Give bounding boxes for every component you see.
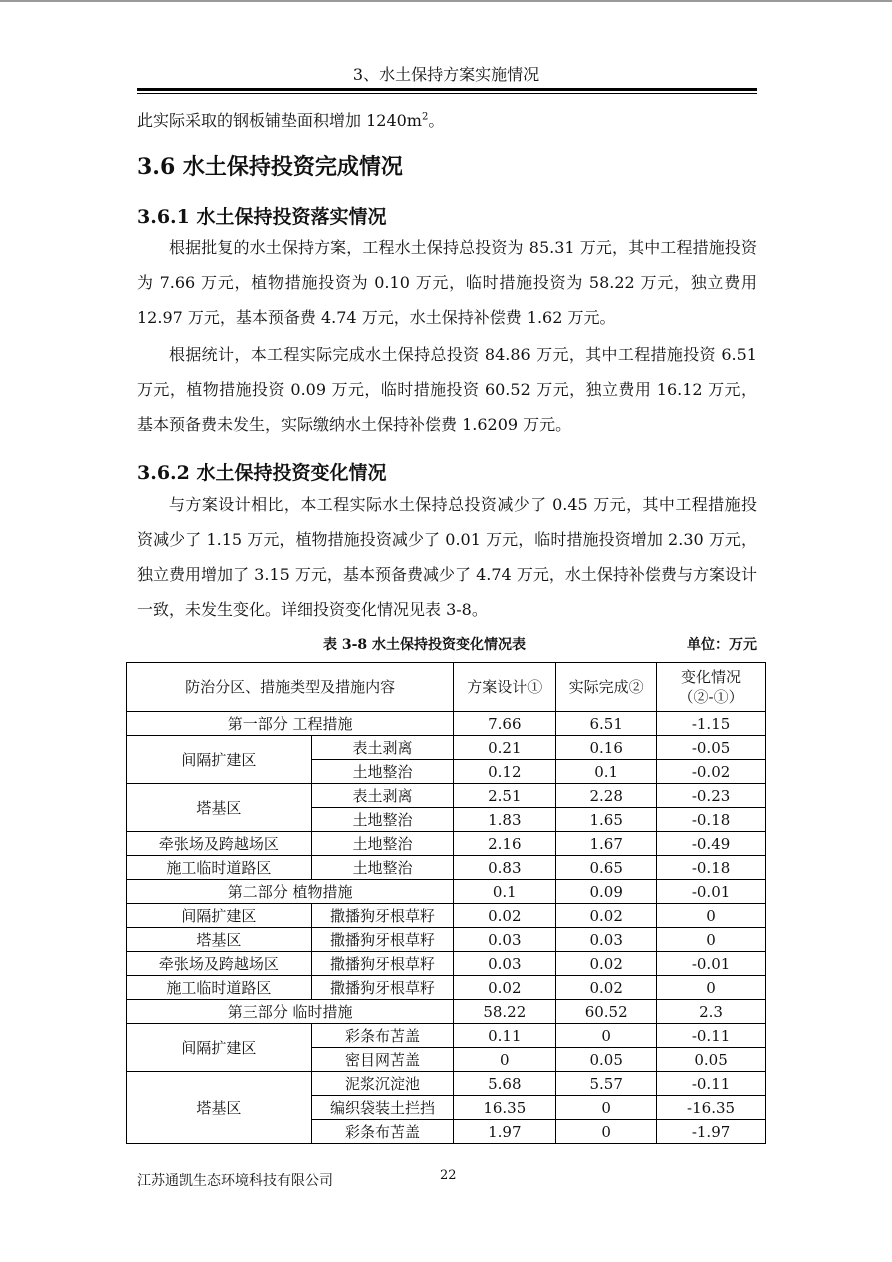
part-label: 第三部分 临时措施 bbox=[127, 1000, 454, 1024]
measure-cell: 土地整治 bbox=[311, 832, 454, 856]
table-row bbox=[127, 784, 766, 808]
intro-suffix: 。 bbox=[428, 111, 445, 130]
plan-cell: 0.11 bbox=[454, 1024, 556, 1048]
running-header: 3、水土保持方案实施情况 bbox=[352, 65, 540, 84]
paragraph-approved-investment: 根据批复的水土保持方案，工程水土保持总投资为 85.31 万元，其中工程措施投资为 7.66 万元，植物措施投资为 0.10 万元，临时措施投资为 58.22 万元，独立费用 12.97 万元，基本预备费 4.74 万元，水土保持补偿费 1.62 万元。 bbox=[137, 238, 757, 327]
plan-cell: 16.35 bbox=[454, 1096, 556, 1120]
header-cell-plan: 方案设计① bbox=[454, 663, 556, 712]
table-row bbox=[127, 976, 766, 1000]
intro-superscript: 2 bbox=[421, 111, 429, 123]
zone-cell: 施工临时道路区 bbox=[127, 976, 312, 1000]
measure-cell: 土地整治 bbox=[311, 856, 454, 880]
change-cell: 0.05 bbox=[657, 1048, 766, 1072]
change-cell: -0.23 bbox=[657, 784, 766, 808]
header-change-line1: 变化情况 bbox=[681, 668, 742, 686]
actual-cell: 0.02 bbox=[556, 904, 657, 928]
header-cell-change bbox=[657, 663, 766, 712]
actual-cell: 0.1 bbox=[556, 760, 657, 784]
measure-cell: 表土剥离 bbox=[311, 736, 454, 760]
actual-cell: 5.57 bbox=[556, 1072, 657, 1096]
top-border-line bbox=[0, 0, 892, 2]
change-cell: -0.05 bbox=[657, 736, 766, 760]
intro-line bbox=[137, 108, 444, 131]
plan-cell: 1.97 bbox=[454, 1120, 556, 1144]
change-cell: 0 bbox=[657, 928, 766, 952]
header-cell-actual: 实际完成② bbox=[556, 663, 657, 712]
investment-change-table bbox=[126, 662, 766, 1144]
plan-cell: 0.02 bbox=[454, 976, 556, 1000]
intro-text: 此实际采取的钢板铺垫面积增加 1240m bbox=[137, 111, 422, 130]
actual-cell: 0.05 bbox=[556, 1048, 657, 1072]
plan-cell: 0.1 bbox=[454, 880, 556, 904]
zone-cell: 塔基区 bbox=[127, 784, 312, 832]
table-row bbox=[127, 904, 766, 928]
plan-cell: 0 bbox=[454, 1048, 556, 1072]
actual-cell: 1.67 bbox=[556, 832, 657, 856]
actual-cell: 0.09 bbox=[556, 880, 657, 904]
measure-cell: 撒播狗牙根草籽 bbox=[311, 904, 454, 928]
subsection-heading-3-6-1: 3.6.1 水土保持投资落实情况 bbox=[137, 206, 387, 228]
measure-cell: 密目网苫盖 bbox=[311, 1048, 454, 1072]
measure-cell: 撒播狗牙根草籽 bbox=[311, 952, 454, 976]
table-unit: 单位：万元 bbox=[687, 637, 757, 653]
change-cell: 0 bbox=[657, 904, 766, 928]
plan-cell: 2.51 bbox=[454, 784, 556, 808]
measure-cell: 土地整治 bbox=[311, 760, 454, 784]
zone-cell: 间隔扩建区 bbox=[127, 904, 312, 928]
measure-cell: 土地整治 bbox=[311, 808, 454, 832]
actual-cell: 2.28 bbox=[556, 784, 657, 808]
plan-cell: 0.83 bbox=[454, 856, 556, 880]
section-heading: 3.6 水土保持投资完成情况 bbox=[137, 154, 403, 180]
actual-cell: 1.65 bbox=[556, 808, 657, 832]
plan-cell: 1.83 bbox=[454, 808, 556, 832]
header-rule-thick bbox=[137, 88, 757, 91]
measure-cell: 泥浆沉淀池 bbox=[311, 1072, 454, 1096]
actual-cell: 0.02 bbox=[556, 952, 657, 976]
plan-cell: 0.12 bbox=[454, 760, 556, 784]
plan-cell: 58.22 bbox=[454, 1000, 556, 1024]
actual-cell: 0.02 bbox=[556, 976, 657, 1000]
paragraph-actual-investment: 根据统计，本工程实际完成水土保持总投资 84.86 万元，其中工程措施投资 6.51 万元，植物措施投资 0.09 万元，临时措施投资 60.52 万元，独立费用 16.12 万元，基本预备费未发生，实际缴纳水土保持补偿费 1.6209 万元。 bbox=[137, 345, 757, 434]
change-cell: -0.01 bbox=[657, 880, 766, 904]
table-caption: 表 3-8 水土保持投资变化情况表 bbox=[323, 637, 527, 653]
measure-cell: 编织袋装土拦挡 bbox=[311, 1096, 454, 1120]
measure-cell: 彩条布苫盖 bbox=[311, 1120, 454, 1144]
actual-cell: 0.65 bbox=[556, 856, 657, 880]
part-total-row bbox=[127, 712, 766, 736]
table-row bbox=[127, 856, 766, 880]
zone-cell: 间隔扩建区 bbox=[127, 736, 312, 784]
page-number: 22 bbox=[440, 1168, 457, 1183]
part-total-row bbox=[127, 1000, 766, 1024]
change-cell: -0.18 bbox=[657, 808, 766, 832]
part-label: 第一部分 工程措施 bbox=[127, 712, 454, 736]
paragraph-investment-change: 与方案设计相比，本工程实际水土保持总投资减少了 0.45 万元，其中工程措施投资减少了 1.15 万元，植物措施投资减少了 0.01 万元，临时措施投资增加 2.30 万元，独立费用增加了 3.15 万元，基本预备费减少了 4.74 万元，水土保持补偿费与方案设计一致，未发生变化。详细投资变化情况见表 3-8。 bbox=[137, 495, 757, 619]
table-row bbox=[127, 1072, 766, 1096]
change-cell: -0.11 bbox=[657, 1072, 766, 1096]
zone-cell: 施工临时道路区 bbox=[127, 856, 312, 880]
part-label: 第二部分 植物措施 bbox=[127, 880, 454, 904]
header-change-line2: （②-①） bbox=[678, 688, 744, 706]
plan-cell: 5.68 bbox=[454, 1072, 556, 1096]
table-row bbox=[127, 832, 766, 856]
table-header-row bbox=[127, 663, 766, 712]
change-cell: -1.15 bbox=[657, 712, 766, 736]
change-cell: -0.18 bbox=[657, 856, 766, 880]
table-row bbox=[127, 736, 766, 760]
change-cell: -1.97 bbox=[657, 1120, 766, 1144]
plan-cell: 0.03 bbox=[454, 928, 556, 952]
part-total-row bbox=[127, 880, 766, 904]
zone-cell: 牵张场及跨越场区 bbox=[127, 952, 312, 976]
change-cell: 0 bbox=[657, 976, 766, 1000]
zone-cell: 塔基区 bbox=[127, 1072, 312, 1144]
measure-cell: 表土剥离 bbox=[311, 784, 454, 808]
table-row bbox=[127, 928, 766, 952]
measure-cell: 彩条布苫盖 bbox=[311, 1024, 454, 1048]
measure-cell: 撒播狗牙根草籽 bbox=[311, 976, 454, 1000]
zone-cell: 牵张场及跨越场区 bbox=[127, 832, 312, 856]
zone-cell: 间隔扩建区 bbox=[127, 1024, 312, 1072]
plan-cell: 7.66 bbox=[454, 712, 556, 736]
change-cell: 2.3 bbox=[657, 1000, 766, 1024]
measure-cell: 撒播狗牙根草籽 bbox=[311, 928, 454, 952]
actual-cell: 6.51 bbox=[556, 712, 657, 736]
zone-cell: 塔基区 bbox=[127, 928, 312, 952]
header-cell-category: 防治分区、措施类型及措施内容 bbox=[127, 663, 454, 712]
actual-cell: 60.52 bbox=[556, 1000, 657, 1024]
table-row bbox=[127, 1024, 766, 1048]
change-cell: -16.35 bbox=[657, 1096, 766, 1120]
plan-cell: 0.21 bbox=[454, 736, 556, 760]
footer-company: 江苏通凯生态环境科技有限公司 bbox=[137, 1173, 333, 1189]
actual-cell: 0.03 bbox=[556, 928, 657, 952]
change-cell: -0.49 bbox=[657, 832, 766, 856]
plan-cell: 2.16 bbox=[454, 832, 556, 856]
table-row bbox=[127, 952, 766, 976]
plan-cell: 0.03 bbox=[454, 952, 556, 976]
actual-cell: 0 bbox=[556, 1096, 657, 1120]
actual-cell: 0.16 bbox=[556, 736, 657, 760]
actual-cell: 0 bbox=[556, 1024, 657, 1048]
header-rule-thin bbox=[137, 93, 757, 94]
subsection-heading-3-6-2: 3.6.2 水土保持投资变化情况 bbox=[137, 462, 387, 484]
change-cell: -0.11 bbox=[657, 1024, 766, 1048]
actual-cell: 0 bbox=[556, 1120, 657, 1144]
plan-cell: 0.02 bbox=[454, 904, 556, 928]
change-cell: -0.02 bbox=[657, 760, 766, 784]
change-cell: -0.01 bbox=[657, 952, 766, 976]
